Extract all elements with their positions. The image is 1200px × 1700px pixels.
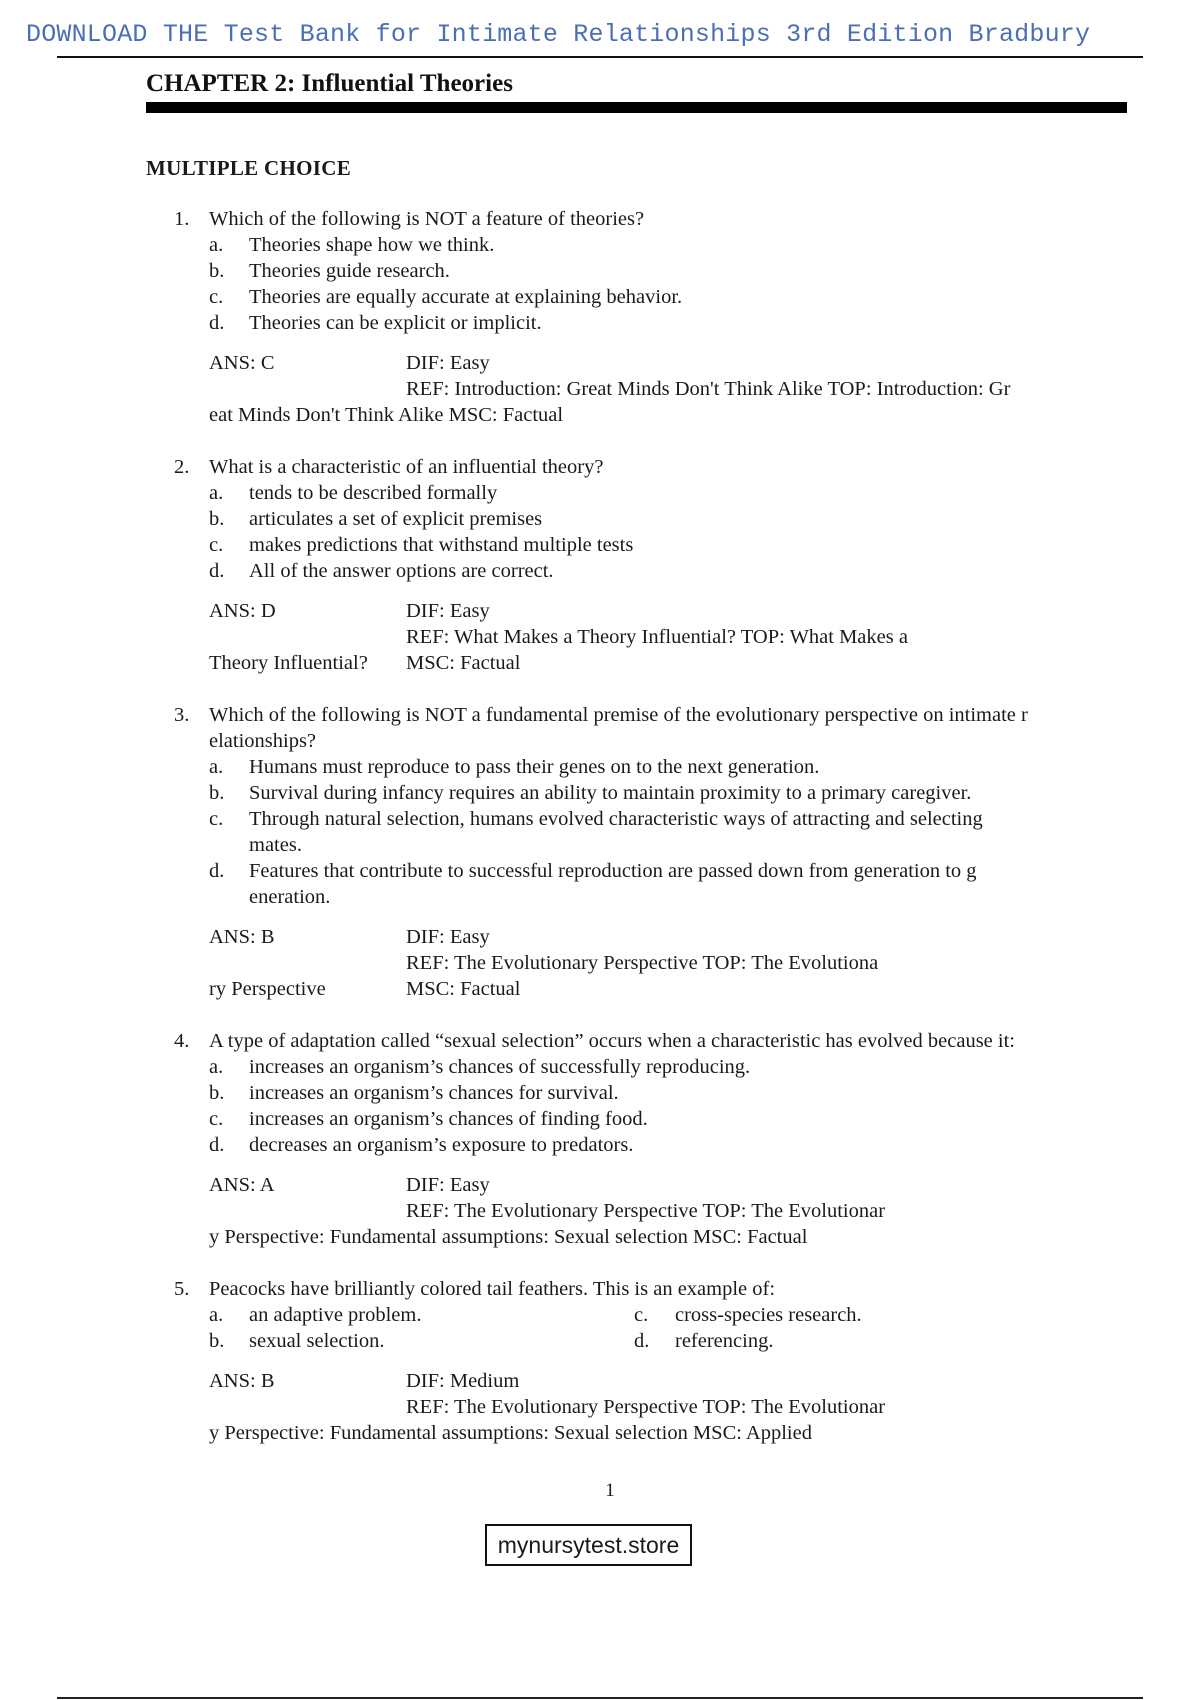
msc-classification: MSC: Factual bbox=[406, 652, 521, 674]
answer-option bbox=[0, 258, 1200, 284]
question-1 bbox=[0, 206, 1200, 428]
question-stem bbox=[0, 702, 1200, 754]
answer-option bbox=[0, 480, 1200, 506]
option-letter: a. bbox=[209, 1056, 224, 1078]
option-text: Through natural selection, humans evolved characteristic ways of attracting and selecting mates. bbox=[249, 808, 983, 856]
question-stem bbox=[0, 206, 1200, 232]
page-number: 1 bbox=[605, 1480, 615, 1501]
answer-key: ANS: D bbox=[209, 600, 276, 622]
question-number: 5. bbox=[174, 1278, 190, 1300]
question-stem bbox=[0, 1028, 1200, 1054]
option-text: articulates a set of explicit premises bbox=[249, 508, 543, 530]
option-letter: b. bbox=[209, 260, 225, 282]
footer-divider bbox=[57, 1697, 1143, 1699]
answer-option bbox=[0, 506, 1200, 532]
answer-option bbox=[0, 754, 1200, 780]
option-text: Theories guide research. bbox=[249, 260, 450, 282]
question-text: Which of the following is NOT a fundamental premise of the evolutionary perspective on intimate r elationships? bbox=[209, 704, 1028, 752]
answer-key: ANS: A bbox=[209, 1174, 275, 1196]
chapter-title: CHAPTER 2: Influential Theories bbox=[146, 70, 513, 97]
answer-option-row bbox=[0, 1328, 1200, 1354]
answer-option bbox=[0, 532, 1200, 558]
option-text: Theories are equally accurate at explaining behavior. bbox=[249, 286, 683, 308]
reference: REF: The Evolutionary Perspective TOP: The Evolutionar bbox=[406, 1396, 886, 1418]
option-text: referencing. bbox=[675, 1330, 774, 1352]
question-stem bbox=[0, 454, 1200, 480]
answer-metadata bbox=[0, 350, 1200, 428]
answer-option bbox=[0, 1106, 1200, 1132]
answer-option bbox=[0, 1080, 1200, 1106]
option-text: Theories can be explicit or implicit. bbox=[249, 312, 542, 334]
option-text: Features that contribute to successful reproduction are passed down from generation to g eneration. bbox=[249, 860, 977, 908]
option-text: Survival during infancy requires an ability to maintain proximity to a primary caregiver. bbox=[249, 782, 972, 804]
option-text: cross-species research. bbox=[675, 1304, 862, 1326]
store-watermark-box: mynursytest.store bbox=[485, 1524, 692, 1566]
option-letter: c. bbox=[209, 286, 224, 308]
answer-option bbox=[0, 1054, 1200, 1080]
option-letter: b. bbox=[209, 782, 225, 804]
answer-key: ANS: B bbox=[209, 1370, 275, 1392]
answer-option bbox=[0, 558, 1200, 584]
option-letter: a. bbox=[209, 482, 224, 504]
option-text: sexual selection. bbox=[249, 1330, 385, 1352]
chapter-divider bbox=[146, 102, 1127, 113]
question-text: A type of adaptation called “sexual selection” occurs when a characteristic has evolved because it: bbox=[209, 1030, 1015, 1052]
question-text: Peacocks have brilliantly colored tail feathers. This is an example of: bbox=[209, 1278, 776, 1300]
option-text: All of the answer options are correct. bbox=[249, 560, 554, 582]
banner-divider bbox=[57, 56, 1143, 58]
section-title: MULTIPLE CHOICE bbox=[146, 156, 352, 180]
reference: REF: What Makes a Theory Influential? TOP: What Makes a bbox=[406, 626, 908, 648]
difficulty: DIF: Easy bbox=[406, 352, 490, 374]
option-text: increases an organism’s chances for survival. bbox=[249, 1082, 619, 1104]
option-letter: d. bbox=[209, 1134, 225, 1156]
difficulty: DIF: Medium bbox=[406, 1370, 520, 1392]
reference: REF: Introduction: Great Minds Don't Think Alike TOP: Introduction: Gr bbox=[406, 378, 1011, 400]
answer-metadata bbox=[0, 598, 1200, 676]
option-text: increases an organism’s chances of finding food. bbox=[249, 1108, 648, 1130]
option-text: decreases an organism’s exposure to predators. bbox=[249, 1134, 634, 1156]
option-letter: b. bbox=[209, 1330, 225, 1352]
option-letter: d. bbox=[209, 312, 225, 334]
reference: REF: The Evolutionary Perspective TOP: The Evolutiona bbox=[406, 952, 879, 974]
option-letter: c. bbox=[634, 1304, 649, 1326]
option-letter: a. bbox=[209, 234, 224, 256]
question-text: What is a characteristic of an influential theory? bbox=[209, 456, 604, 478]
question-number: 4. bbox=[174, 1030, 190, 1052]
option-text: increases an organism’s chances of successfully reproducing. bbox=[249, 1056, 751, 1078]
question-number: 1. bbox=[174, 208, 190, 230]
reference: REF: The Evolutionary Perspective TOP: The Evolutionar bbox=[406, 1200, 886, 1222]
reference-continued: y Perspective: Fundamental assumptions: Sexual selection MSC: Factual bbox=[209, 1226, 808, 1248]
option-letter: d. bbox=[209, 860, 225, 882]
question-stem bbox=[0, 1276, 1200, 1302]
answer-option bbox=[0, 232, 1200, 258]
option-text: an adaptive problem. bbox=[249, 1304, 422, 1326]
option-letter: c. bbox=[209, 808, 224, 830]
question-3 bbox=[0, 702, 1200, 1002]
question-5 bbox=[0, 1276, 1200, 1446]
reference-continued: ry Perspective bbox=[209, 978, 326, 1000]
download-banner: DOWNLOAD THE Test Bank for Intimate Relationships 3rd Edition Bradbury bbox=[26, 20, 1091, 49]
reference-continued: eat Minds Don't Think Alike MSC: Factual bbox=[209, 404, 564, 426]
question-text: Which of the following is NOT a feature of theories? bbox=[209, 208, 645, 230]
reference-continued: y Perspective: Fundamental assumptions: Sexual selection MSC: Applied bbox=[209, 1422, 812, 1444]
option-text: Theories shape how we think. bbox=[249, 234, 495, 256]
difficulty: DIF: Easy bbox=[406, 600, 490, 622]
option-letter: c. bbox=[209, 534, 224, 556]
option-letter: a. bbox=[209, 756, 224, 778]
answer-option bbox=[0, 284, 1200, 310]
option-letter: a. bbox=[209, 1304, 224, 1326]
option-letter: b. bbox=[209, 508, 225, 530]
answer-option bbox=[0, 780, 1200, 806]
question-4 bbox=[0, 1028, 1200, 1250]
answer-option bbox=[0, 858, 1200, 910]
answer-key: ANS: B bbox=[209, 926, 275, 948]
answer-option-row bbox=[0, 1302, 1200, 1328]
question-2 bbox=[0, 454, 1200, 676]
option-letter: b. bbox=[209, 1082, 225, 1104]
reference-continued: Theory Influential? bbox=[209, 652, 368, 674]
answer-option bbox=[0, 1132, 1200, 1158]
question-number: 3. bbox=[174, 704, 190, 726]
question-number: 2. bbox=[174, 456, 190, 478]
answer-metadata bbox=[0, 924, 1200, 1002]
difficulty: DIF: Easy bbox=[406, 926, 490, 948]
msc-classification: MSC: Factual bbox=[406, 978, 521, 1000]
option-letter: d. bbox=[209, 560, 225, 582]
option-letter: d. bbox=[634, 1330, 650, 1352]
option-text: makes predictions that withstand multiple tests bbox=[249, 534, 634, 556]
answer-metadata bbox=[0, 1172, 1200, 1250]
answer-option bbox=[0, 806, 1200, 858]
option-text: tends to be described formally bbox=[249, 482, 498, 504]
answer-key: ANS: C bbox=[209, 352, 275, 374]
answer-metadata bbox=[0, 1368, 1200, 1446]
option-letter: c. bbox=[209, 1108, 224, 1130]
option-text: Humans must reproduce to pass their genes on to the next generation. bbox=[249, 756, 820, 778]
answer-option bbox=[0, 310, 1200, 336]
difficulty: DIF: Easy bbox=[406, 1174, 490, 1196]
